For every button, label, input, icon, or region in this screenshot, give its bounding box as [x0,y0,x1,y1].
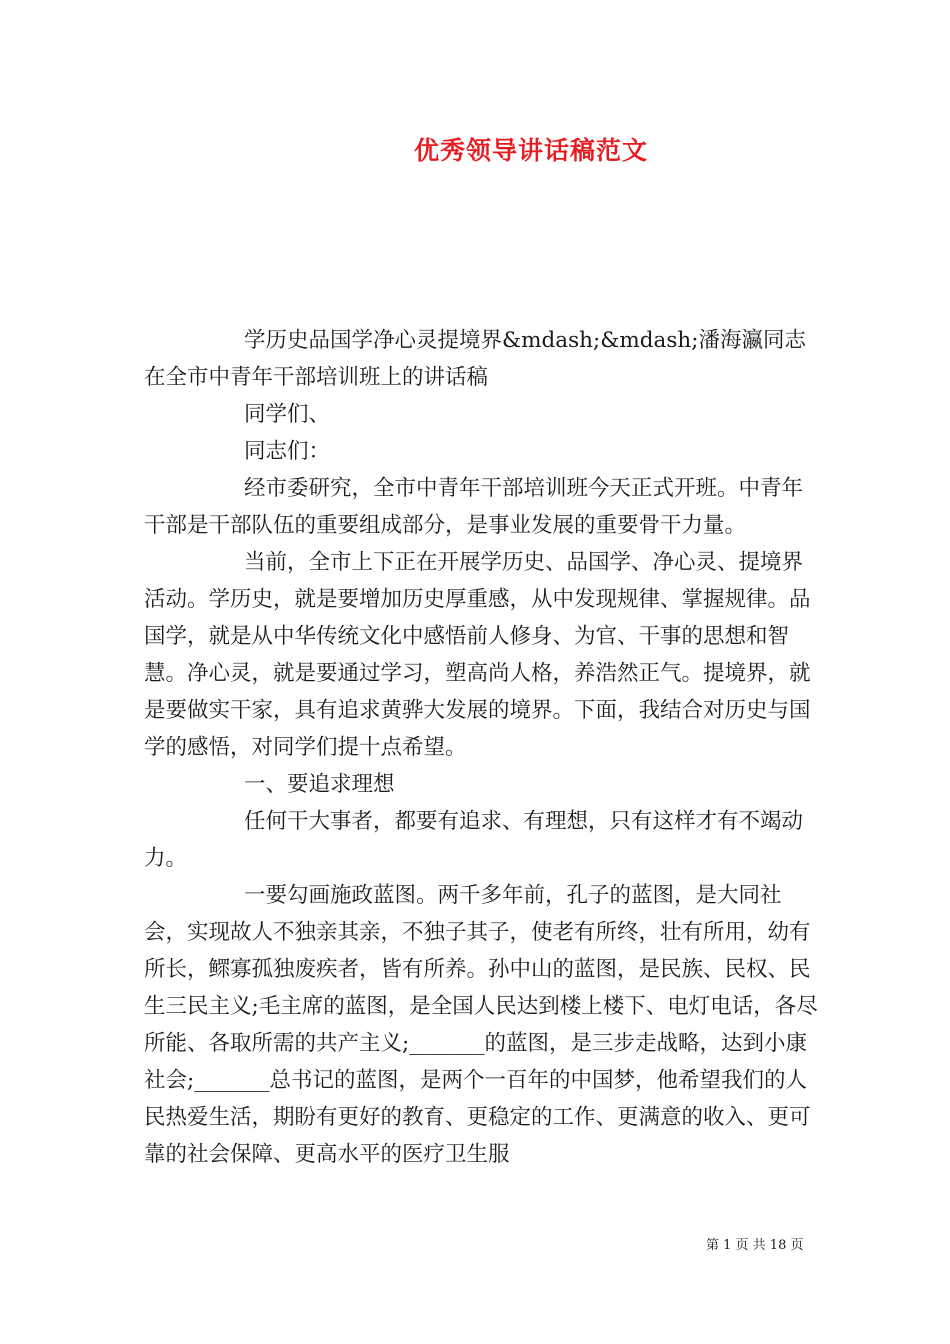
page-number: 第 1 页 共 18 页 [706,1238,804,1253]
paragraph-ideals-intro: 任何干大事者，都要有追求、有理想，只有这样才有不竭动力。 [144,809,804,871]
document-body [144,322,824,1173]
speech-heading: 学历史品国学净心灵提境界&mdash;&mdash;潘海瀛同志在全市中青年干部培训班上的讲话稿 [144,328,806,390]
paragraph-activities: 当前，全市上下正在开展学历史、品国学、净心灵、提境界活动。学历史，就是要增加历史厚重感，从中发现规律、掌握规律。品国学，就是从中华传统文化中感悟前人修身、为官、干事的思想和智慧。净心灵，就是要通过学习，塑高尚人格，养浩然正气。提境界，就是要做实干家，具有追求黄骅大发展的境界。下面，我结合对历史与国学的感悟，对同学们提十点希望。 [144,550,811,760]
paragraph-blueprint: 一要勾画施政蓝图。两千多年前，孔子的蓝图，是大同社会，实现故人不独亲其亲，不独子其子，使老有所终，壮有所用，幼有所长，鳏寡孤独废疾者，皆有所养。孙中山的蓝图，是民族、民权、民生三民主义;毛主席的蓝图，是全国人民达到楼上楼下、电灯电话，各尽所能、各取所需的共产主义;_______的蓝图，是三步走战略，达到小康社会;_______总书记的蓝图，是两个一百年的中国梦，他希望我们的人民热爱生活，期盼有更好的教育、更稳定的工作、更满意的收入、更可靠的社会保障、更高水平的医疗卫生服 [144,883,818,1167]
salutation-students: 同学们、 [244,402,331,427]
paragraph-opening: 经市委研究，全市中青年干部培训班今天正式开班。中青年干部是干部队伍的重要组成部分，是事业发展的重要骨干力量。 [144,476,804,538]
document-title: 优秀领导讲话稿范文 [413,136,648,165]
salutation-comrades: 同志们： [244,439,331,464]
section-heading-ideals: 一、要追求理想 [244,772,395,797]
